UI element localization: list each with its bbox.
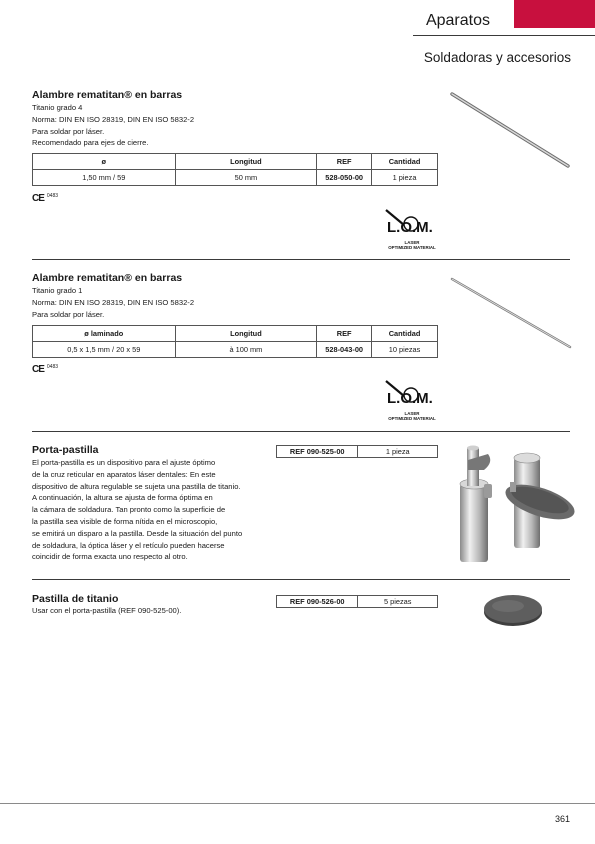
table-cell: 1 pieza [372, 170, 438, 186]
table-header: Cantidad [372, 326, 438, 342]
product-4-desc: Usar con el porta-pastilla (REF 090-525-00). [32, 606, 182, 615]
table-cell: 10 piezas [372, 342, 438, 358]
titanium-wire-rod-icon [448, 90, 574, 172]
table-cell: à 100 mm [175, 342, 317, 358]
table-header: Longitud [175, 154, 317, 170]
section-divider [32, 259, 570, 260]
table-cell-ref: 528-043-00 [317, 342, 372, 358]
table-cell: 1,50 mm / 59 [33, 170, 176, 186]
ce-mark: CE $^{0483}$ [32, 193, 59, 204]
lom-icon [384, 378, 440, 406]
table-header: Longitud [175, 326, 317, 342]
section-divider [32, 579, 570, 580]
table-cell-ref: 528-050-00 [317, 170, 372, 186]
table-row [277, 446, 438, 458]
footer-rule [0, 803, 595, 804]
section-color-tab [514, 0, 595, 28]
table-header: Cantidad [372, 154, 438, 170]
product-1-title: Alambre rematitan® en barras [32, 89, 183, 101]
table-cell-ref: REF 090-525-00 [277, 446, 358, 458]
ce-mark: CE $^{0483}$ [32, 364, 59, 375]
flat-titanium-wire-icon [448, 275, 574, 351]
product-2-spec-table [32, 325, 438, 358]
product-3-title: Porta-pastilla [32, 444, 99, 456]
product-2-title: Alambre rematitan® en barras [32, 272, 183, 284]
table-cell: 5 piezas [358, 596, 438, 608]
product-2-desc: Titanio grado 1 Norma: DIN EN ISO 28319, DIN EN ISO 5832-2 Para soldar por láser. [32, 286, 195, 319]
page-number: 361 [555, 814, 571, 824]
table-cell: 50 mm [175, 170, 317, 186]
product-3-ref-table [276, 445, 438, 458]
table-header: REF [317, 326, 372, 342]
lom-logo: L.O.M. LASER OPTIMIZED MATERIAL [384, 207, 440, 250]
pellet-holder-icon [444, 440, 579, 565]
product-1-spec-table [32, 153, 438, 186]
svg-text:L.O.M.: L.O.M. [387, 390, 433, 406]
table-header: ø [33, 154, 176, 170]
titanium-pellet-icon [478, 588, 548, 630]
svg-text:L.O.M.: L.O.M. [387, 219, 433, 235]
chapter-title: Aparatos [425, 12, 490, 29]
table-cell: 0,5 x 1,5 mm / 20 x 59 [33, 342, 176, 358]
header-rule [413, 35, 595, 36]
product-3-desc: El porta-pastilla es un dispositivo para el ajuste óptimo de la cruz reticular en aparatos láser dentales: En este dispositivo de altura regulable se sujeta una pastilla de titanio. A continuación, la altura se ajusta de forma óptima en la cámara de soldadura. Tan pronto como la superficie de la pastilla sea visible de forma nítida en el microscopio, se emitirá un disparo a la pastilla. Desde la situación del punto de soldadura, la óptica láser y el retículo pueden hacerse coincidir de forma exacta uno respecto al otro. [32, 458, 243, 562]
table-cell: 1 pieza [358, 446, 438, 458]
table-cell-ref: REF 090-526-00 [277, 596, 358, 608]
section-divider [32, 431, 570, 432]
table-header: ø laminado [33, 326, 176, 342]
table-row [33, 170, 438, 186]
product-1-desc: Titanio grado 4 Norma: DIN EN ISO 28319, DIN EN ISO 5832-2 Para soldar por láser. Recomendado para ejes de cierre. [32, 103, 195, 148]
lom-logo: L.O.M. LASER OPTIMIZED MATERIAL [384, 378, 440, 421]
chapter-subtitle: Soldadoras y accesorios [423, 50, 571, 65]
table-header: REF [317, 154, 372, 170]
product-4-ref-table [276, 595, 438, 608]
lom-icon [384, 207, 440, 235]
table-row [33, 342, 438, 358]
product-4-title: Pastilla de titanio [32, 593, 119, 605]
table-row [277, 596, 438, 608]
